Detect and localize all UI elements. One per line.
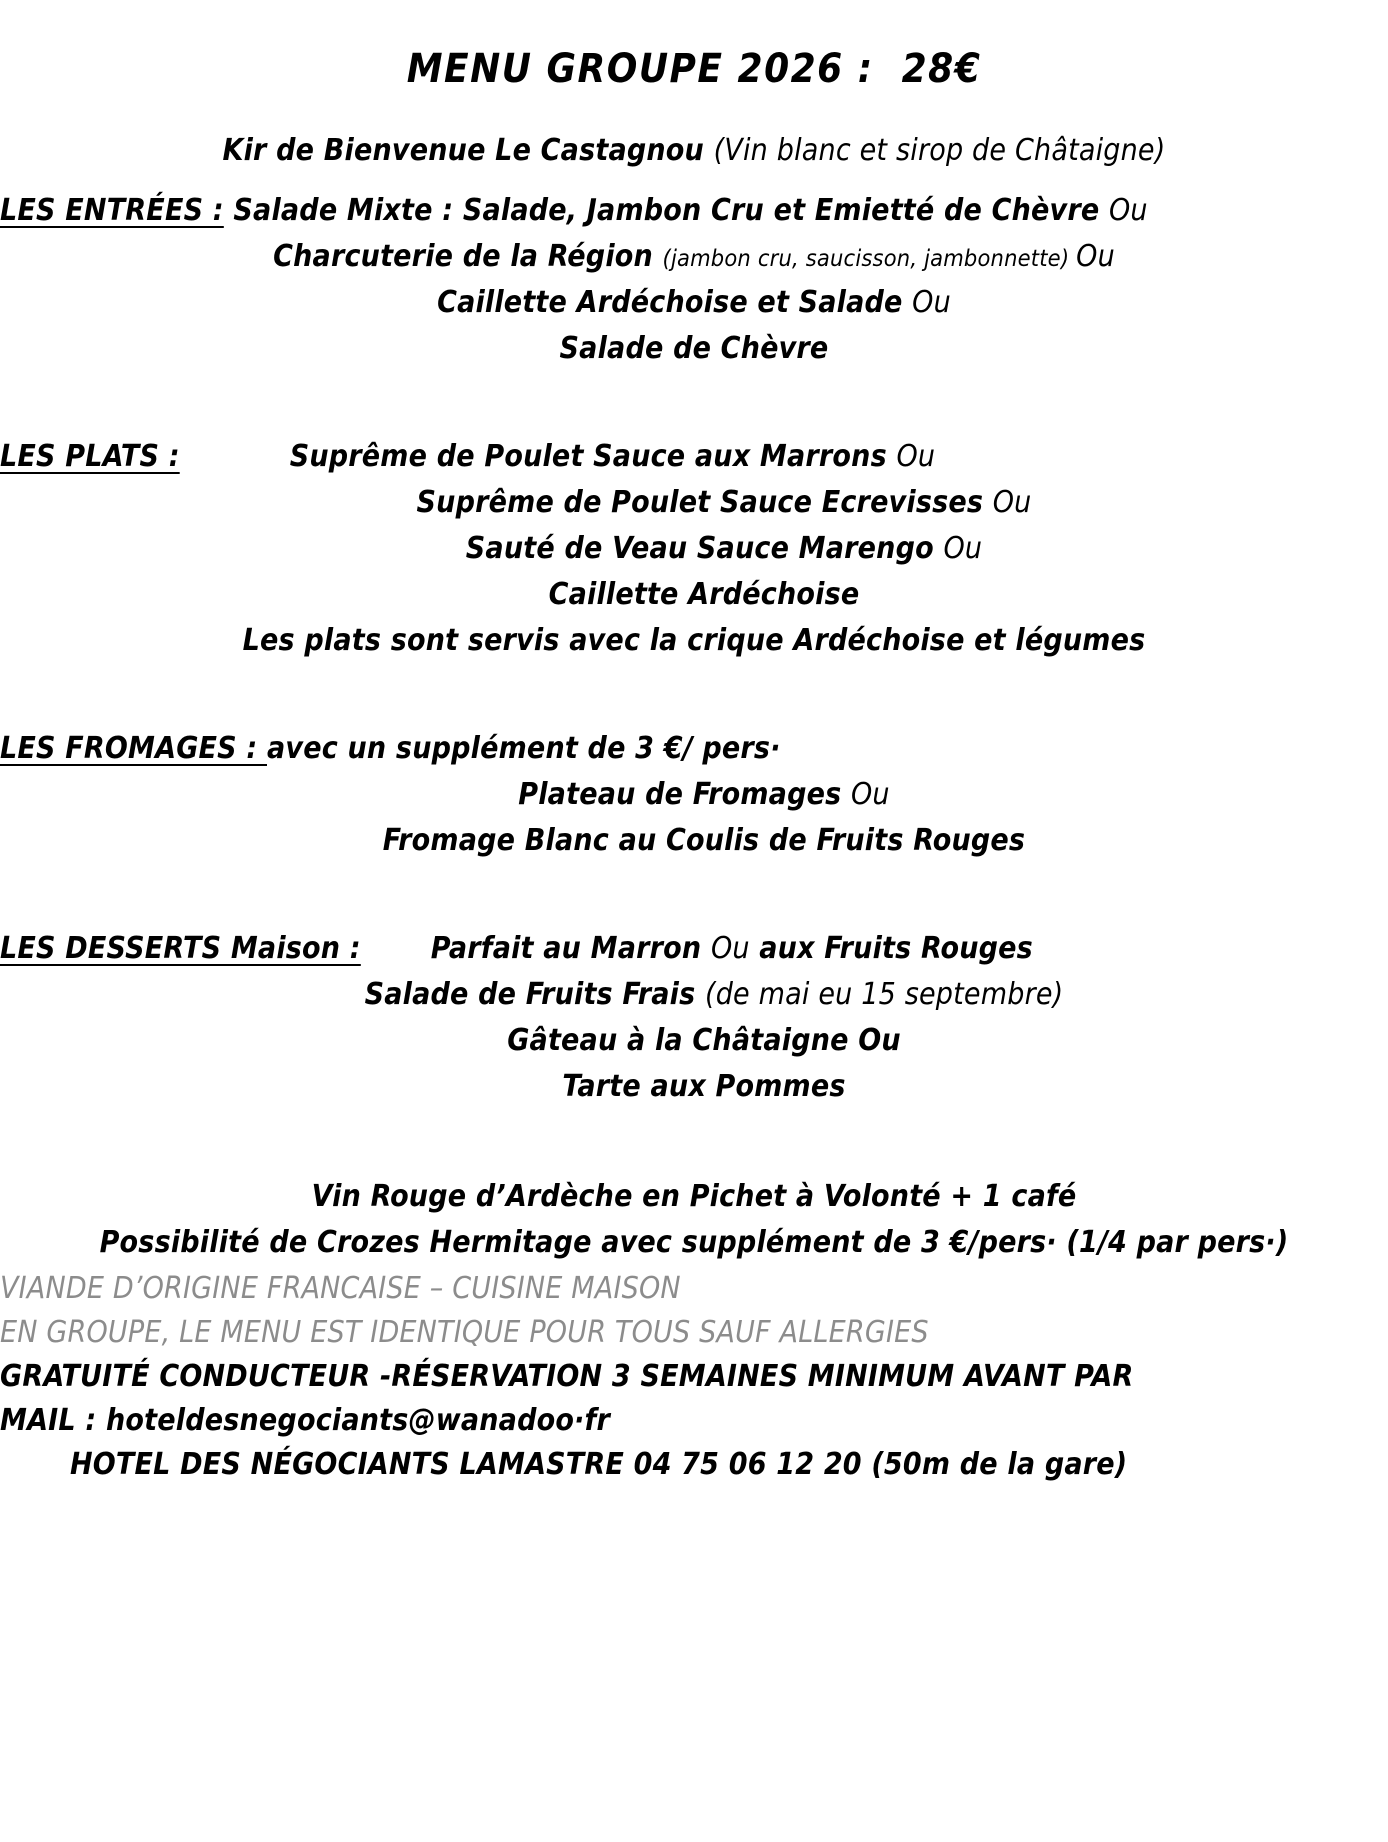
starter-item-2-name: Charcuterie de la Région — [273, 239, 663, 274]
welcome-drink-line — [0, 133, 1388, 168]
main-item-3-row — [0, 531, 1388, 566]
dessert-item-4-row — [0, 1069, 1388, 1104]
starter-item-4-name: Salade de Chèvre — [559, 331, 829, 366]
page-title: MENU GROUPE 2026 : 28€ — [406, 46, 982, 92]
mains-note-row — [0, 623, 1388, 658]
dessert-item-2-row — [0, 977, 1388, 1012]
main-item-3-or: Ou — [943, 531, 983, 566]
note-booking-row — [0, 1359, 1388, 1394]
desserts-heading-row — [0, 931, 1388, 966]
starter-item-1-or: Ou — [1108, 193, 1148, 228]
starter-item-1-name: Salade Mixte : Salade, Jambon Cru et Emietté de Chèvre — [223, 193, 1109, 228]
cheese-section — [0, 731, 1388, 858]
note-booking: GRATUITÉ CONDUCTEUR -RÉSERVATION 3 SEMAINES MINIMUM AVANT PAR — [0, 1359, 1134, 1394]
drinks-included: Vin Rouge d’Ardèche en Pichet à Volonté + 1 café — [311, 1179, 1077, 1214]
desserts-heading: LES DESSERTS Maison : — [0, 931, 361, 966]
starter-item-3-name: Caillette Ardéchoise et Salade — [437, 285, 913, 320]
menu-page — [0, 46, 1388, 1842]
dessert-item-2-name: Salade de Fruits Frais — [364, 977, 705, 1012]
cheese-item-2-name: Fromage Blanc au Coulis de Fruits Rouges — [382, 823, 1026, 858]
mains-section — [0, 439, 1388, 658]
note-group: EN GROUPE, LE MENU EST IDENTIQUE POUR TOUS SAUF ALLERGIES — [0, 1315, 929, 1350]
note-mail-row — [0, 1403, 1388, 1438]
notes-section — [0, 1271, 1388, 1482]
note-group-row — [0, 1315, 1388, 1350]
dessert-item-1-or: Ou — [710, 931, 750, 966]
welcome-drink-name: Kir de Bienvenue Le Castagnou — [222, 133, 714, 168]
cheese-heading: LES FROMAGES : — [0, 731, 267, 766]
dessert-item-3-name: Gâteau à la Châtaigne Ou — [507, 1023, 901, 1058]
starter-item-3-or: Ou — [912, 285, 951, 320]
dessert-item-4-name: Tarte aux Pommes — [562, 1069, 846, 1104]
starter-item-2-row — [0, 239, 1388, 274]
note-origin-row — [0, 1271, 1388, 1306]
drinks-section — [0, 1179, 1388, 1260]
main-item-2-row — [0, 485, 1388, 520]
desserts-section — [0, 931, 1388, 1104]
dessert-item-2-detail: (de mai eu 15 septembre) — [704, 977, 1064, 1012]
main-item-4-name: Caillette Ardéchoise — [548, 577, 860, 612]
cheese-item-1-row — [0, 777, 1388, 812]
starters-heading: LES ENTRÉES : — [0, 193, 224, 228]
drinks-included-row — [0, 1179, 1388, 1214]
main-item-2-name: Suprême de Poulet Sauce Ecrevisses — [416, 485, 993, 520]
drinks-option-row — [0, 1225, 1388, 1260]
cheese-item-2-row — [0, 823, 1388, 858]
dessert-item-1-name: Parfait au Marron — [430, 931, 711, 966]
main-item-3-name: Sauté de Veau Sauce Marengo — [465, 531, 944, 566]
contact-email[interactable]: hoteldesnegociants@wanadoo·fr — [105, 1403, 611, 1438]
hotel-contact-footer: HOTEL DES NÉGOCIANTS LAMASTRE 04 75 06 12 20 (50m de la gare) — [70, 1447, 1128, 1482]
starters-section — [0, 193, 1388, 366]
welcome-drink-section — [0, 133, 1388, 168]
main-item-4-row — [0, 577, 1388, 612]
starter-item-4-row — [0, 331, 1388, 366]
note-mail-label: MAIL : — [0, 1403, 106, 1438]
main-item-2-or: Ou — [992, 485, 1032, 520]
starter-item-3-row — [0, 285, 1388, 320]
mains-heading: LES PLATS : — [0, 439, 180, 474]
starter-item-2-detail: (jambon cru, saucisson, jambonnette) — [662, 244, 1077, 272]
main-item-1-name: Suprême de Poulet Sauce aux Marrons — [289, 439, 897, 474]
dessert-item-3-row — [0, 1023, 1388, 1058]
cheese-item-1-name: Plateau de Fromages — [518, 777, 851, 812]
cheese-supplement: avec un supplément de 3 €/ pers· — [267, 731, 781, 766]
note-origin: VIANDE D’ORIGINE FRANCAISE – CUISINE MAISON — [0, 1271, 681, 1306]
starters-heading-row — [0, 193, 1388, 228]
drinks-option: Possibilité de Crozes Hermitage avec supplément de 3 €/pers· (1/4 par pers·) — [99, 1225, 1289, 1260]
cheese-item-1-or: Ou — [850, 777, 890, 812]
dessert-item-1-alt: aux Fruits Rouges — [749, 931, 1033, 966]
starter-item-2-or: Ou — [1076, 239, 1115, 274]
mains-heading-row — [0, 439, 1388, 474]
main-item-1-or: Ou — [896, 439, 936, 474]
mains-note: Les plats sont servis avec la crique Ardéchoise et légumes — [242, 623, 1146, 658]
welcome-drink-detail: (Vin blanc et sirop de Châtaigne) — [713, 133, 1166, 168]
note-footer-row — [0, 1447, 1388, 1482]
cheese-heading-row — [0, 731, 1388, 766]
